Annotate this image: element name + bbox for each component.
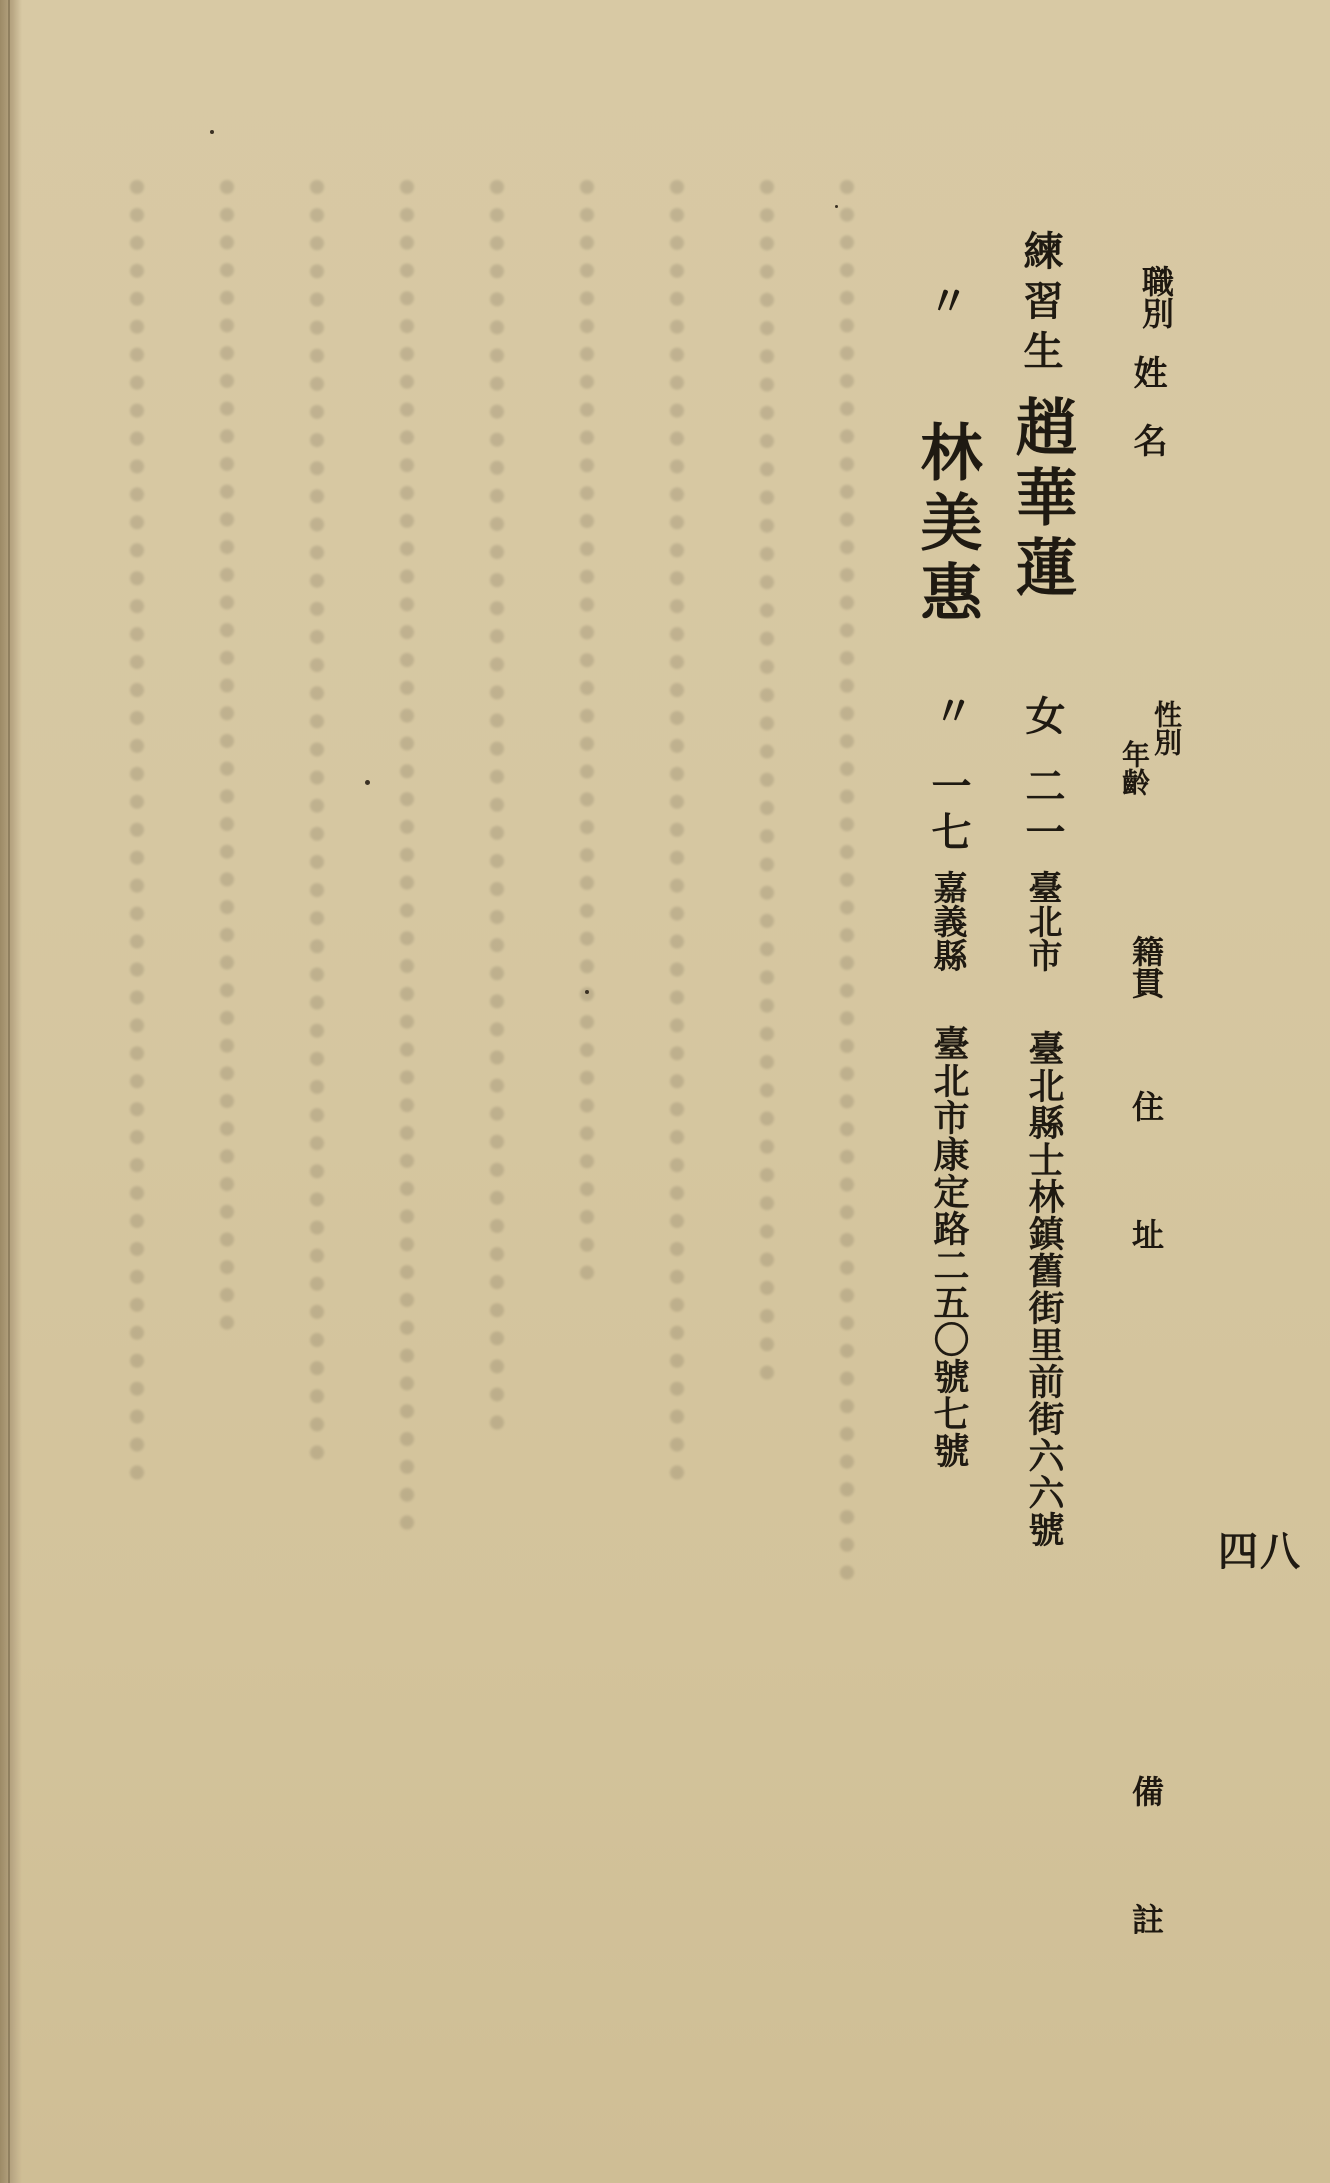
row1-age: 二一: [1019, 765, 1066, 857]
row1-name: 趙華蓮: [1005, 395, 1078, 605]
binding-line: [8, 0, 10, 2183]
paper-speck: [210, 130, 214, 134]
row2-sex: 〃: [927, 690, 974, 730]
header-sex: 性別: [1150, 700, 1183, 756]
paper-speck: [365, 780, 370, 785]
row2-title: 〃: [922, 280, 969, 320]
page-binding-edge: [0, 0, 22, 2183]
bleed-through-texture: [60, 180, 910, 1680]
header-address: 住 址: [1127, 1090, 1165, 1250]
header-native: 籍貫: [1127, 935, 1165, 999]
header-name: 姓 名: [1127, 355, 1167, 457]
paper-speck: [835, 205, 838, 208]
paper-speck: [585, 990, 589, 994]
header-title: 職別: [1137, 265, 1175, 329]
row2-native: 嘉義縣: [927, 870, 967, 972]
row2-address: 臺北市康定路二五〇號七號: [928, 1025, 969, 1469]
row1-address: 臺北縣士林鎮舊街里前街六六號: [1023, 1030, 1064, 1548]
row1-native: 臺北市: [1022, 870, 1062, 972]
row1-title: 練習生: [1017, 230, 1064, 380]
page-number: 四八: [1218, 1528, 1302, 1575]
row1-sex: 女: [1019, 695, 1066, 735]
header-age: 年齡: [1118, 740, 1151, 796]
row2-name: 林美惠: [910, 420, 983, 630]
row2-age: 一七: [925, 765, 972, 857]
header-remark: 備 註: [1127, 1775, 1165, 1935]
